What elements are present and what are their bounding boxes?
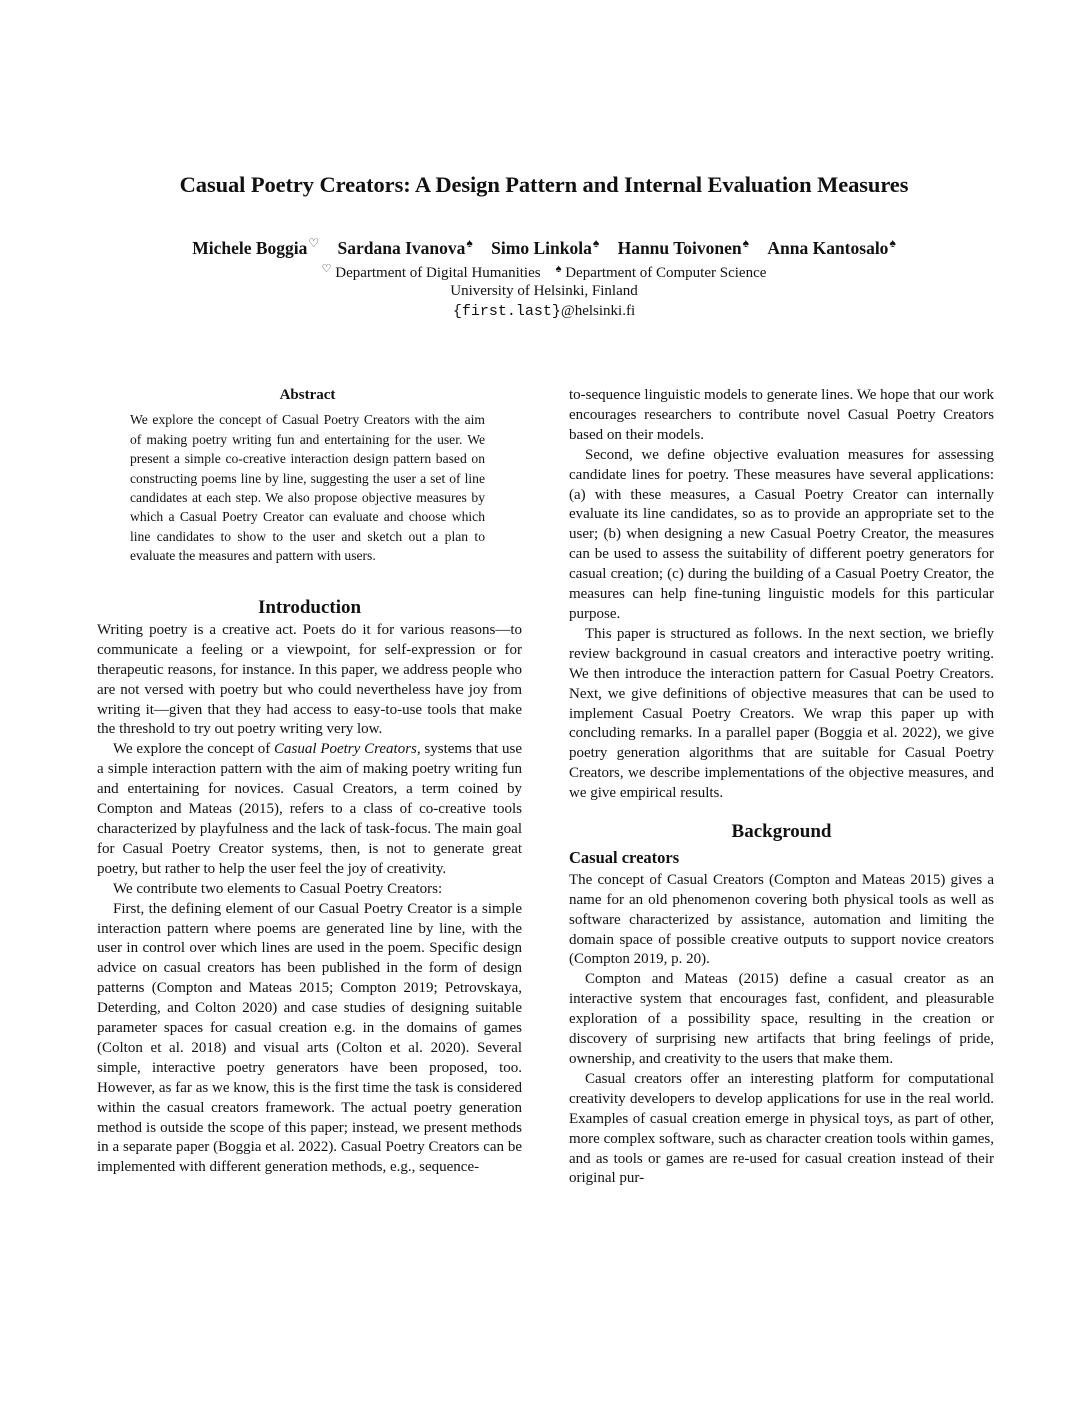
departments [0,262,1088,282]
author-name: Anna Kantosalo [767,238,889,258]
author [618,238,749,258]
intro-paragraph: Writing poetry is a creative act. Poets do it for various reasons—to communicate a feeling or a viewpoint, for self-expression or for therapeutic reasons, for instance. In this paper, we address people who are not versed with poetry but who could nevertheless have joy from writing it—given that they had access to easy-to-use tools that make the threshold to try out poetry writing very low. [97,621,522,738]
spade-icon: ♠ [555,263,562,275]
term-emphasis: Casual Poetry Creators [274,741,417,758]
abstract-text: We explore the concept of Casual Poetry Creators with the aim of making poetry writing fun and entertaining for the user. We present a simple co-creative interaction design pattern based on constructing poems line by line, suggesting the user a set of line candidates at each step. We also propose objective measures by which a Casual Poetry Creator can evaluate and choose which line candidates to show to the user and sketch out a plan to evaluate the measures and pattern with users. [130,412,485,564]
department-cs: Department of Computer Science [565,265,767,281]
heart-icon: ♡ [308,236,320,250]
author-name: Sardana Ivanova [337,238,466,258]
author-name: Michele Boggia [192,238,308,258]
author-name: Simo Linkola [491,238,592,258]
spade-icon: ♠ [742,236,749,250]
spade-icon: ♠ [466,236,473,250]
email [0,303,1088,320]
email-domain: @helsinki.fi [560,303,636,319]
spade-icon: ♠ [592,236,600,250]
background-paragraph: The concept of Casual Creators (Compton and Mateas 2015) gives a name for an old phenomenon covering both physical tools as well as software characterized by assistance, automation and limiting the domain space of possible creative outputs to support novice creators (Compton 2019, p. 20). [569,871,994,968]
background-paragraph: Compton and Mateas (2015) define a casual creator as an interactive system that encourages fast, confident, and pleasurable exploration of a possibility space, resulting in the creation or discovery of surprising new artifacts that bring feelings of pride, ownership, and creativity to the users that make them. [569,971,994,1067]
email-prefix: {first.last} [452,303,561,320]
author [192,238,319,258]
abstract-heading: Abstract [279,387,336,403]
author-name: Hannu Toivonen [617,238,742,258]
heart-icon: ♡ [321,263,332,275]
intro-paragraph-continued: to-sequence linguistic models to generate lines. We hope that our work encourages researchers to contribute novel Casual Poetry Creators based on their models. [569,387,994,443]
paper-title: Casual Poetry Creators: A Design Pattern and Internal Evaluation Measures [179,172,909,197]
section-heading-background: Background [731,821,832,843]
intro-paragraph: First, the defining element of our Casual Poetry Creator is a simple interaction pattern where poems are generated line by line, with the user in control over which lines are used in the poem. Specific design advice on casual creators has been published in the form of design patterns (Compton and Mateas 2015; Compton 2019; Petrovskaya, Deterding, and Colton 2020) and case studies of designing suitable parameter spaces for casual creation e.g. in the domains of games (Colton et al. 2018) and visual arts (Colton et al. 2020). Several simple, interactive poetry generators have been proposed, too. However, as far as we know, this is the first time the task is considered within the casual creators framework. The actual poetry generation method is outside the scope of this paper; instead, we present methods in a separate paper (Boggia et al. 2022). Casual Poetry Creators can be implemented with different generation methods, e.g., sequence- [97,900,522,1176]
university: University of Helsinki, Finland [450,283,638,299]
department-dh: Department of Digital Humanities [335,265,541,281]
abstract [130,386,485,566]
section-heading-introduction: Introduction [257,597,362,618]
intro-paragraph: This paper is structured as follows. In the next section, we briefly review background in casual creators and interactive poetry writing. We then introduce the interaction pattern for Casual Poetry Creators. Next, we give definitions of objective measures that can be used to implement Casual Poetry Creators. We wrap this paper up with concluding remarks. In a parallel paper (Boggia et al. 2022), we give poetry generation algorithms that are suitable for Casual Poetry Creators, we describe implementations of the objective measures, and we give empirical results. [569,625,994,802]
author [767,238,895,258]
author [338,238,473,258]
right-column [569,386,994,1189]
background-paragraph: Casual creators offer an interesting platform for computational creativity developers to develop applications for use in the real world. Examples of casual creation emerge in physical toys, as part of other, more complex software, such as character creation tools within games, and as tools or games are re-used for casual creation instead of their original pur- [569,1070,994,1187]
intro-paragraph: Second, we define objective evaluation measures for assessing candidate lines for poetry. These measures have several applications: (a) with these measures, a Casual Poetry Creator can internally evaluate its line candidates, so as to provide an appropriate set to the user; (b) when designing a new Casual Poetry Creator, the measures can be used to assess the suitability of different poetry generators for casual creation; (c) during the building of a Casual Poetry Creator, the measures can help fine-tuning linguistic models for this particular purpose. [569,446,994,622]
subsection-heading-casual-creators: Casual creators [569,847,680,867]
left-column [97,597,523,1178]
intro-paragraph: We explore the concept of Casual Poetry Creators, systems that use a simple interaction pattern with the aim of making poetry writing fun and entertaining for novices. Casual Creators, a term coined by Compton and Mateas (2015), refers to a class of co-creative tools characterized by playfulness and the lack of task-focus. The main goal for Casual Poetry Creator systems, then, is not to generate great poetry, but rather to help the user feel the joy of creativity. [97,741,523,877]
intro-paragraph: We contribute two elements to Casual Poetry Creators: [113,880,443,897]
author [491,238,599,258]
spade-icon: ♠ [889,236,896,250]
author-list [0,236,1088,259]
